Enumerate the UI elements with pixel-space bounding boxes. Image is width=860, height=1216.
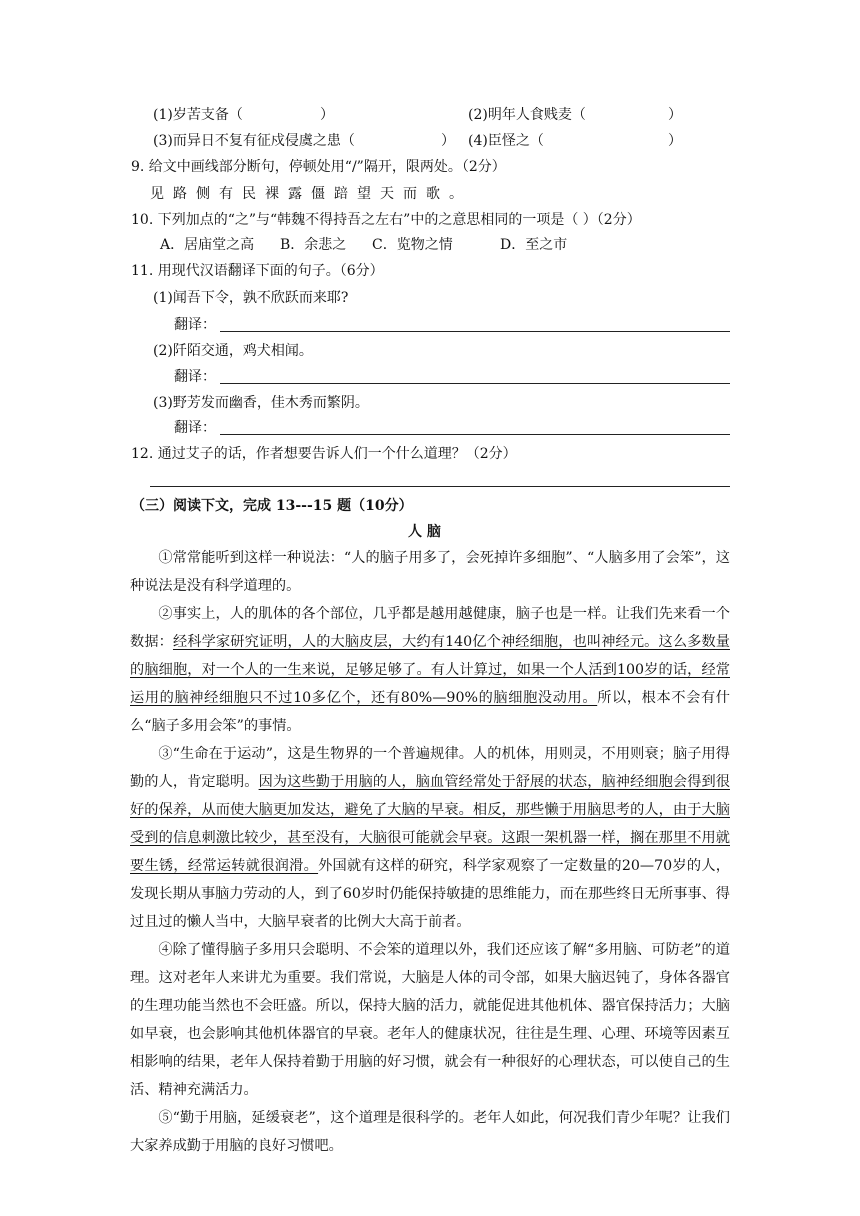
q8-item1-text: (1)岁苦支备（ [153,107,243,123]
q9-stem: 9. 给文中画线部分断句，停顿处用“/”隔开，限两处。（2分） [131,159,506,175]
article-paragraph-3 [130,740,730,936]
p2-text-a: ②事实上，人的肌体的各个部位，几乎都是越用越健康，脑子也是一样。让我们先来看一个数据： [130,606,730,650]
q10-option-a: A．居庙堂之高 [160,237,255,253]
q11-translate-label-2: 翻译： [174,369,216,385]
q11-stem: 11. 用现代汉语翻译下面的句子。（6分） [131,263,384,279]
q8-item1 [153,105,243,125]
q11-answer-line-2[interactable] [220,383,730,384]
article-paragraph-1: ①常常能听到这样一种说法：“人的脑子用多了，会死掉许多细胞”、“人脑多用了会笨”，这种说法是没有科学道理的。 [130,550,730,594]
q10-option-d: D．至之市 [500,237,568,253]
p3-underlined: 因为这些勤于用脑的人，脑血管经常处于舒展的状态，脑神经细胞会得到很好的保养，从而使大脑更加发达，避免了大脑的早衰。相反，那些懒于用脑思考的人，由于大脑受到的信息刺激比较少，甚至没有，大脑很可能就会早衰。这跟一架机器一样，搁在那里不用就要生锈，经常运转就很润滑。 [130,774,730,874]
q11-sentence-2: (2)阡陌交通，鸡犬相闻。 [153,343,313,359]
article-title: 人 脑 [408,524,441,540]
q12-stem: 12. 通过艾子的话，作者想要告诉人们一个什么道理？（2分） [131,446,517,462]
p3-text-b: 外国就有这样的研究，科学家观察了一定数量的20—70岁的人，发现长期从事脑力劳动的人，到了60岁时仍能保持敏捷的思维能力，而在那些终日无所事事、得过且过的懒人当中，大脑早衰者的比例大大高于前者。 [130,858,730,930]
q11-answer-line-1[interactable] [220,331,730,332]
q11-translate-label-3: 翻译： [174,420,216,436]
q9-sentence: 见路侧有民裸露僵踣望天而歌。 [150,186,472,202]
article-body [130,544,730,1160]
q8-item4: (4)臣怪之（ [468,133,544,149]
p2-text-b: 所以，根本不会有什么“脑子多用会笨”的事情。 [130,690,730,734]
article-paragraph-4: ④除了懂得脑子多用只会聪明、不会笨的道理以外，我们还应该了解“多用脑、可防老”的道理。这对老年人来讲尤为重要。我们常说，大脑是人体的司令部，如果大脑迟钝了，身体各器官的生理功能当然也不会旺盛。所以，保持大脑的活力，就能促进其他机体、器官保持活力；大脑如早衰，也会影响其他机体器官的早衰。老年人的健康状况，往往是生理、心理、环境等因素互相影响的结果，老年人保持着勤于用脑的好习惯，就会有一种很好的心理状态，可以使自己的生活、精神充满活力。 [130,942,730,1098]
article-paragraph-2 [130,600,730,740]
p2-underlined: 经科学家研究证明，人的大脑皮层，大约有140亿个神经细胞，也叫神经元。这么多数量的脑细胞，对一个人的一生来说，足够足够了。有人计算过，如果一个人活到100岁的话，经常运用的脑神经细胞只不过10多亿个，还有80%—90%的脑细胞没动用。 [130,634,730,706]
q8-item1-close: ） [320,107,334,123]
q8-item2-close: ） [668,107,682,123]
q11-sentence-1: (1)闻吾下令，孰不欣跃而来耶? [153,290,349,306]
q8-item4-close: ） [668,133,682,149]
article-paragraph-5: ⑤“勤于用脑，延缓衰老”，这个道理是很科学的。老年人如此，何况我们青少年呢？让我们大家养成勤于用脑的良好习惯吧。 [130,1110,730,1154]
q10-option-c: C．览物之情 [372,237,453,253]
q11-answer-line-3[interactable] [220,434,730,435]
q8-item2: (2)明年人食贱麦（ [468,107,586,123]
section3-heading: （三）阅读下文，完成 13---15 题（10分） [131,498,413,514]
q8-item3: (3)而异日不复有征戍侵虞之患（ [153,133,355,149]
q8-item3-close: ） [441,133,455,149]
p3-text-a: ③“生命在于运动”，这是生物界的一个普遍规律。人的机体，用则灵，不用则衰；脑子用得勤的人，肯定聪明。 [130,746,730,790]
q12-answer-line[interactable] [150,486,730,487]
q10-option-b: B．余悲之 [280,237,347,253]
q11-translate-label-1: 翻译： [174,317,216,333]
q11-sentence-3: (3)野芳发而幽香，佳木秀而繁阴。 [153,395,369,411]
q10-stem: 10. 下列加点的“之”与“韩魏不得持吾之左右”中的之意思相同的一项是（ ）（2分） [131,212,641,228]
